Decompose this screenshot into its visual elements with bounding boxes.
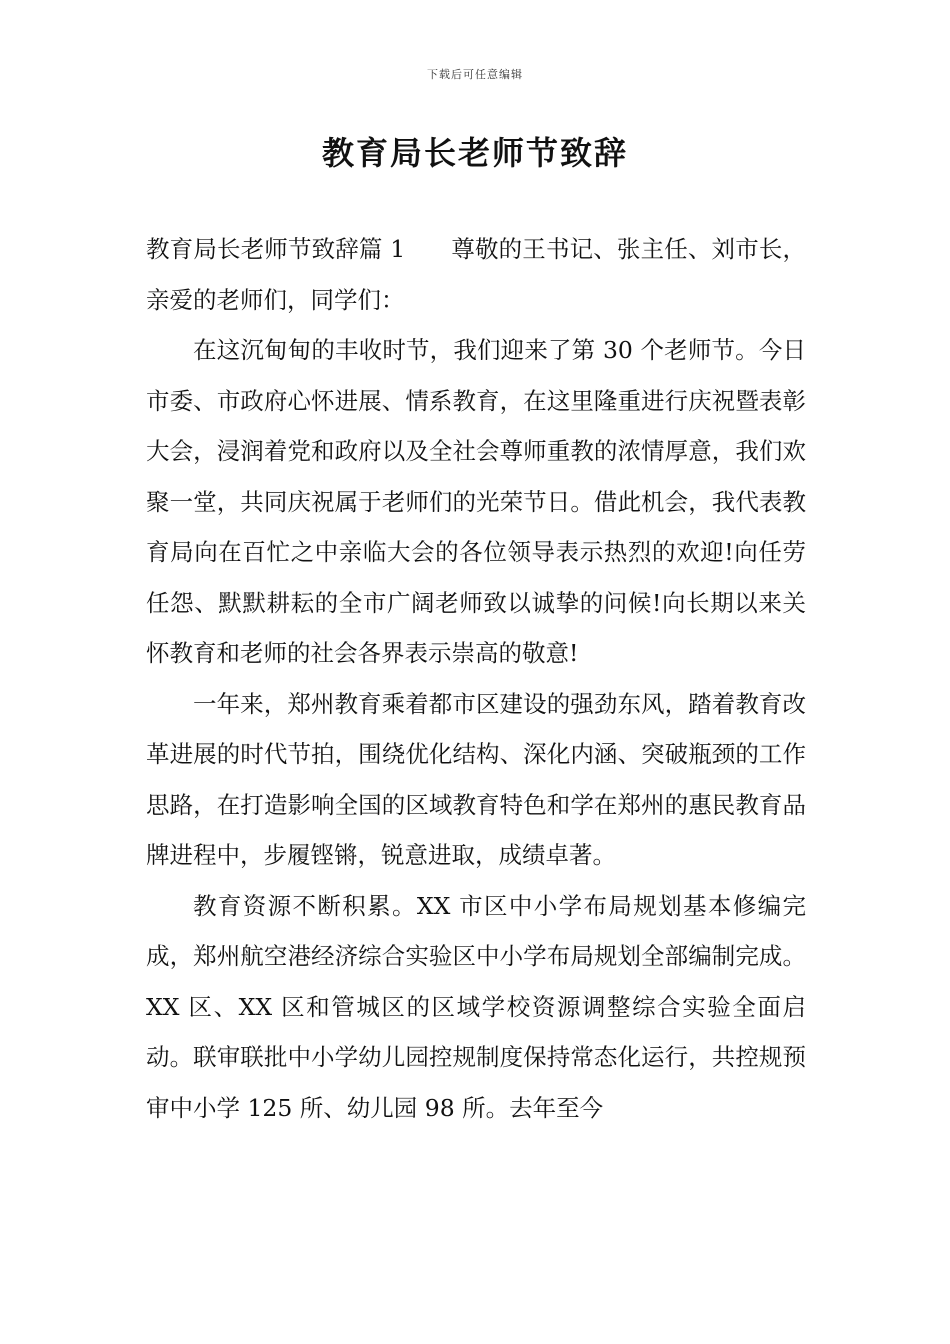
body-paragraph-3: 教育资源不断积累。XX 市区中小学布局规划基本修编完成，郑州航空港经济综合实验区中小学布局规划全部编制完成。XX 区、XX 区和管城区的区域学校资源调整综合实验全面启动。联审联批中小学幼儿园控规制度保持常态化运行，共控规预审中小学 125 所、幼儿园 98 所。去年至今 [146,891,806,1122]
body-paragraph-2: 一年来，郑州教育乘着都市区建设的强劲东风，踏着教育改革进展的时代节拍，围绕优化结构、深化内涵、突破瓶颈的工作思路，在打造影响全国的区域教育特色和学在郑州的惠民教育品牌进程中，步履铿锵，锐意进取，成绩卓著。 [146,689,806,869]
section-label: 教育局长老师节致辞篇 1 [146,235,406,263]
download-note: 下载后可任意编辑 [427,68,523,81]
body-paragraph-1: 在这沉甸甸的丰收时节，我们迎来了第 30 个老师节。今日市委、市政府心怀进展、情系教育，在这里隆重进行庆祝暨表彰大会，浸润着党和政府以及全社会尊师重教的浓情厚意，我们欢聚一堂，共同庆祝属于老师们的光荣节日。借此机会，我代表教育局向在百忙之中亲临大会的各位领导表示热烈的欢迎!向任劳任怨、默默耕耘的全市广阔老师致以诚挚的问候!向长期以来关怀教育和老师的社会各界表示崇高的敬意! [146,336,806,667]
salutation: 尊敬的王书记、张主任、刘市长，亲爱的老师们，同学们： [146,235,807,314]
document-body [146,224,806,1133]
document-title: 教育局长老师节致辞 [321,134,628,172]
opening-paragraph [146,224,806,325]
